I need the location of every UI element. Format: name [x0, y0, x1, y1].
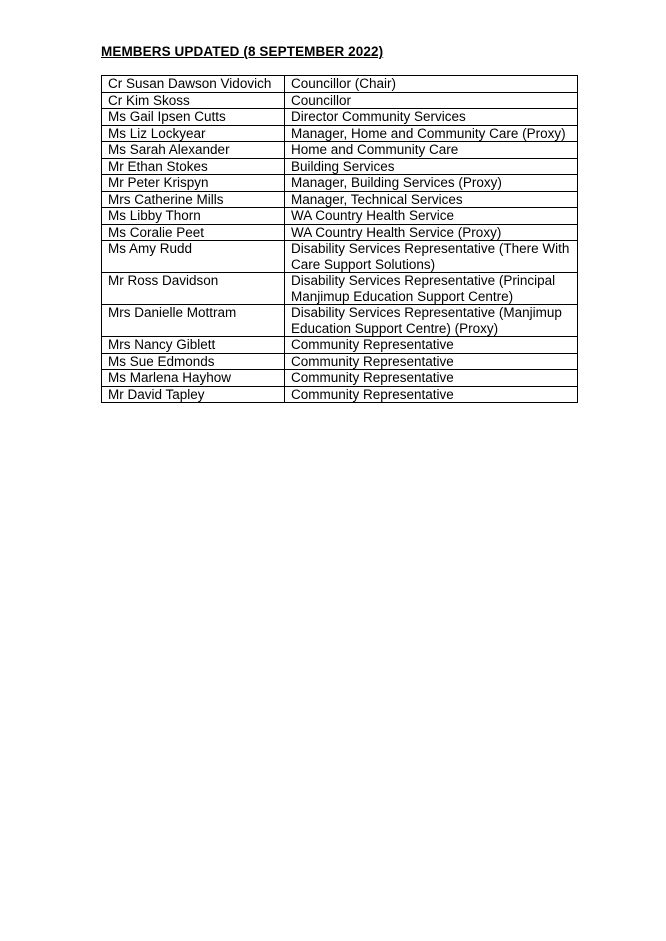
member-name: Ms Gail Ipsen Cutts [102, 109, 285, 126]
member-role: Disability Services Representative (Manjimup Education Support Centre) (Proxy) [285, 305, 578, 337]
table-row [102, 224, 578, 241]
table-row [102, 305, 578, 337]
table-row [102, 158, 578, 175]
member-name: Mrs Catherine Mills [102, 191, 285, 208]
member-role: Councillor (Chair) [285, 76, 578, 93]
member-name: Mr Ross Davidson [102, 273, 285, 305]
member-role: Manager, Technical Services [285, 191, 578, 208]
member-name: Mrs Nancy Giblett [102, 337, 285, 354]
member-role: WA Country Health Service [285, 208, 578, 225]
table-row [102, 191, 578, 208]
table-row [102, 175, 578, 192]
member-role: Home and Community Care [285, 142, 578, 159]
table-row [102, 109, 578, 126]
table-row [102, 76, 578, 93]
member-role: Community Representative [285, 353, 578, 370]
member-name: Ms Sue Edmonds [102, 353, 285, 370]
table-row [102, 273, 578, 305]
members-table [101, 75, 578, 403]
table-row [102, 386, 578, 403]
member-role: Building Services [285, 158, 578, 175]
member-role: Disability Services Representative (There With Care Support Solutions) [285, 241, 578, 273]
member-name: Mr Ethan Stokes [102, 158, 285, 175]
member-name: Mr Peter Krispyn [102, 175, 285, 192]
member-role: Disability Services Representative (Principal Manjimup Education Support Centre) [285, 273, 578, 305]
member-role: Manager, Building Services (Proxy) [285, 175, 578, 192]
member-role: WA Country Health Service (Proxy) [285, 224, 578, 241]
document-heading: MEMBERS UPDATED (8 SEPTEMBER 2022) [101, 44, 384, 59]
member-name: Mrs Danielle Mottram [102, 305, 285, 337]
member-name: Ms Liz Lockyear [102, 125, 285, 142]
table-row [102, 353, 578, 370]
member-name: Cr Kim Skoss [102, 92, 285, 109]
member-name: Mr David Tapley [102, 386, 285, 403]
table-row [102, 142, 578, 159]
table-row [102, 92, 578, 109]
member-name: Ms Coralie Peet [102, 224, 285, 241]
member-role: Manager, Home and Community Care (Proxy) [285, 125, 578, 142]
member-name: Ms Libby Thorn [102, 208, 285, 225]
member-name: Cr Susan Dawson Vidovich [102, 76, 285, 93]
member-role: Community Representative [285, 386, 578, 403]
table-row [102, 125, 578, 142]
table-row [102, 337, 578, 354]
member-name: Ms Sarah Alexander [102, 142, 285, 159]
member-role: Councillor [285, 92, 578, 109]
member-role: Director Community Services [285, 109, 578, 126]
table-row [102, 208, 578, 225]
member-role: Community Representative [285, 370, 578, 387]
table-row [102, 241, 578, 273]
member-role: Community Representative [285, 337, 578, 354]
member-name: Ms Amy Rudd [102, 241, 285, 273]
member-name: Ms Marlena Hayhow [102, 370, 285, 387]
table-row [102, 370, 578, 387]
